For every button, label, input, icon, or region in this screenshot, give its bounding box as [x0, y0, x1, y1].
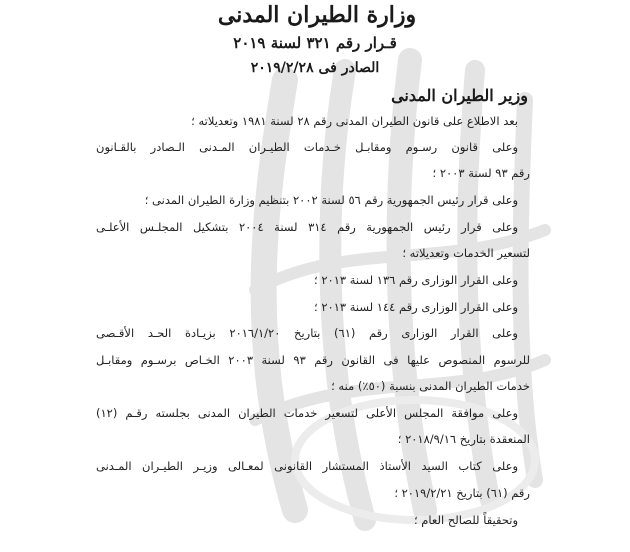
body-line: المنعقدة بتاريخ ٢٠١٨/٩/١٦ ؛	[397, 432, 530, 446]
ministry-title: وزارة الطيران المدنى	[217, 2, 417, 28]
body-line: وتحقيقاً للصالح العام ؛	[414, 513, 518, 527]
decree-number: قـرار رقم ٣٢١ لسنة ٢٠١٩	[233, 34, 397, 52]
body-line: خدمات الطيران المدنى بنسبة (٥٠٪) منه ؛	[331, 379, 530, 393]
body-line: وعلى قانون رسـوم ومقابـل خـدمات الطيـران المـدنى الـصادر بالقـانون	[96, 140, 518, 154]
body-line: وعلى القرار الوزارى رقم (٦١) بتاريخ ٢٠١٦/١/٢٠ بزيـادة الحـد الأقـصى	[96, 326, 518, 340]
body-line: وعلى قرار رئيس الجمهورية رقم ٥٦ لسنة ٢٠٠٢ بتنظيم وزارة الطيران المدنى ؛	[144, 193, 518, 207]
body-line: للرسوم المنصوص عليها فى القانون رقم ٩٣ لسنة ٢٠٠٣ الخـاص برسـوم ومقابـل	[96, 353, 530, 367]
minister-heading: وزير الطيران المدنى	[391, 86, 528, 105]
body-line: وعلى القرار الوزارى رقم ١٣٦ لسنة ٢٠١٣ ؛	[314, 273, 518, 287]
body-line: بعد الاطلاع على قانون الطيران المدنى رقم ٢٨ لسنة ١٩٨١ وتعديلاته ؛	[191, 114, 518, 128]
body-line: لتسعير الخدمات وتعديلاته ؛	[402, 246, 530, 260]
body-line: وعلى موافقة المجلس الأعلى لتسعير خدمات الطيران المدنى بجلسته رقـم (١٢)	[96, 406, 518, 420]
issue-date: الصادر فى ٢٠١٩/٢/٢٨	[250, 60, 380, 76]
body-line: رقم ٩٣ لسنة ٢٠٠٣ ؛	[432, 166, 530, 180]
body-line: وعلى القرار الوزارى رقم ١٤٤ لسنة ٢٠١٣ ؛	[314, 300, 518, 314]
body-line: وعلى كتاب السيد الأستاذ المستشار القانونى لمعـالى وزيـر الطيـران المـدنى	[96, 459, 518, 473]
body-line: رقم (٦١) بتاريخ ٢٠١٩/٢/٢١ ؛	[394, 486, 530, 500]
body-line: وعلى قرار رئيس الجمهورية رقم ٣١٤ لسنة ٢٠٠٤ بتشكيل المجلـس الأعلـى	[96, 220, 518, 234]
